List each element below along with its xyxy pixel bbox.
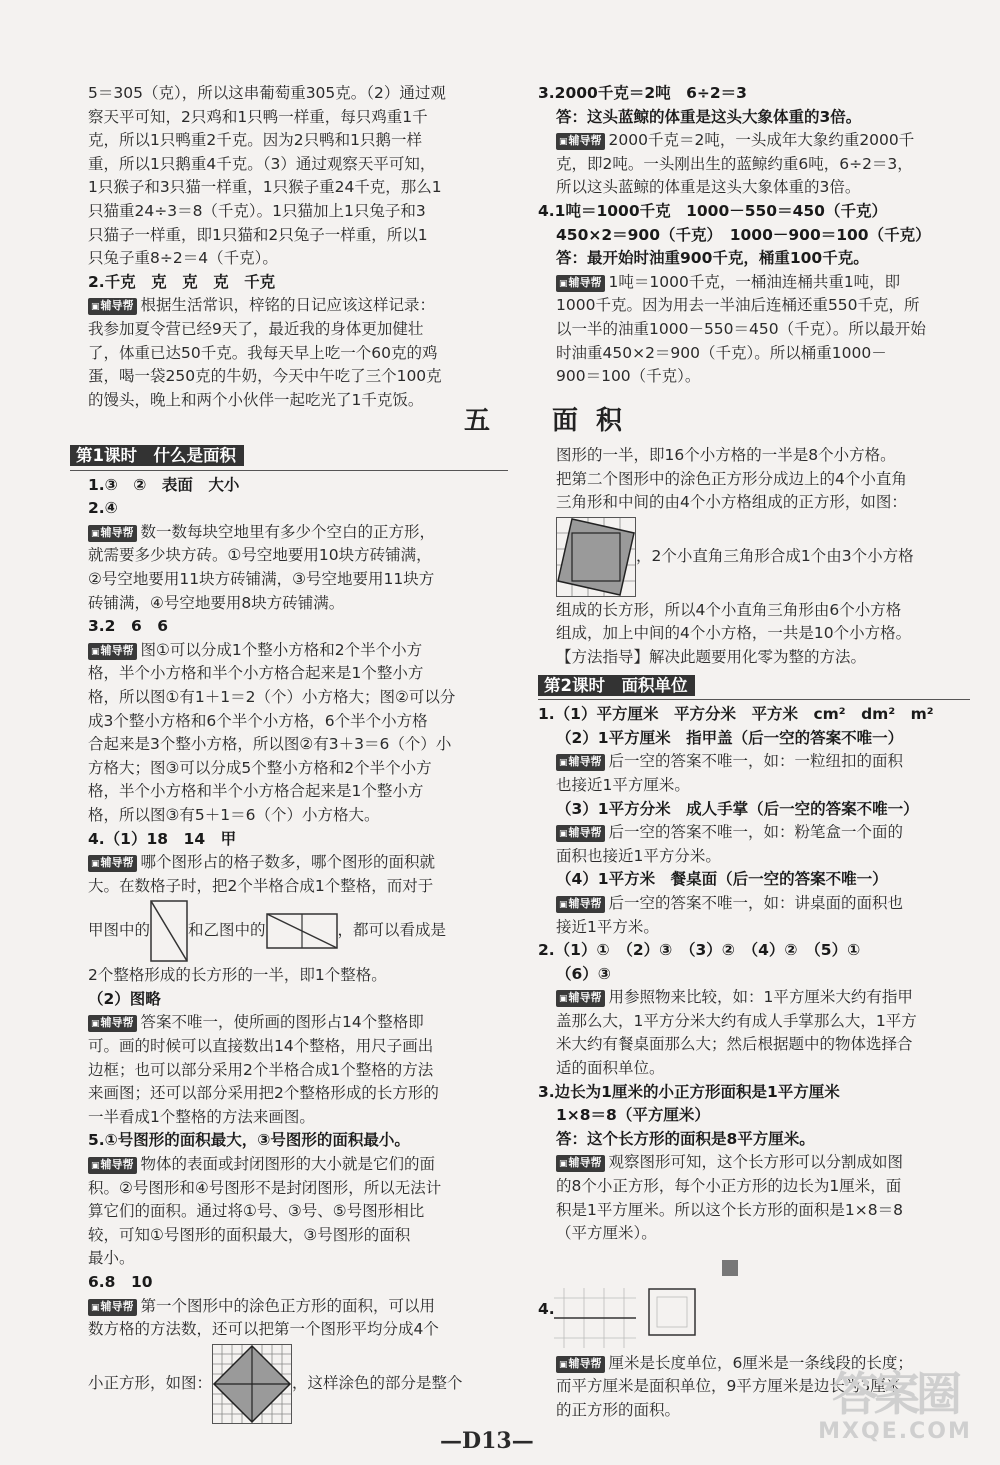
l1-q4-2: （2）图略 (88, 989, 161, 1008)
question-2-answer: 2.千克 克 克 克 千克 (88, 272, 276, 291)
help-line: 就需要多少块方砖。①号空地要用10块方砖铺满， (88, 546, 432, 565)
text-line: 重，所以1只鹅重4千克。（3）通过观察天平可知， (88, 154, 436, 173)
right-top-column (538, 82, 968, 389)
l2-q1: 1.（1）平方厘米 平方分米 平方米 cm² dm² m² (538, 705, 934, 724)
l1-q5: 5.①号图形的面积最大，③号图形的面积最小。 (88, 1131, 410, 1150)
fig-2-text: ，2个小直角三角形合成1个由3个小方格 (636, 546, 914, 565)
help-line: 一半看成1个整格的方法来画图。 (88, 1107, 315, 1126)
help-line: ▣ 辅导帮 哪个图形占的格子数多，哪个图形的面积就 (88, 851, 508, 875)
help-line: 克，即2吨。一头刚出生的蓝鲸约重6吨，6÷2＝3， (556, 154, 913, 173)
help-line: 数方格的方法数，还可以把第一个图形平均分成4个 (88, 1320, 439, 1339)
question-4-calc-b: 450×2＝900（千克） 1000－900＝100（千克） (556, 225, 931, 244)
l2-q3-help (538, 1151, 970, 1245)
help-line: 了，体重已达50千克。我每天早上吃一个60克的鸡 (88, 343, 438, 362)
question-3-answer: 答：这头蓝鲸的体重是这头大象体重的3倍。 (556, 107, 862, 126)
l2-q1-2-help (538, 750, 970, 797)
text-line: 组成的长方形，所以4个小直角三角形由6个小方格 (556, 600, 902, 619)
help-line: 格，半个小方格和半个小方格合起来是1个整小方 (88, 782, 424, 801)
help-line: 积。②号图形和④号图形不是封闭图形，所以无法计 (88, 1178, 442, 1197)
help-line: 成3个整小方格和6个半个小方格，6个半个小方格 (88, 711, 428, 730)
text-line: 图形的一半，即16个小方格的一半是8个小方格。 (556, 446, 896, 464)
help-line: 格，所以图①有1＋1＝2（个）小方格大；图②可以分 (88, 687, 456, 706)
help-line: 较，可知①号图形的面积最大，③号图形的面积 (88, 1225, 411, 1244)
help-line: 面积也接近1平方分米。 (556, 846, 721, 865)
text-line: 察天平可知，2只鸡和1只鸭一样重，每只鸡重1千 (88, 107, 428, 126)
help-line: ▣ 辅导帮 后一空的答案不唯一，如：粉笔盒一个面的 (556, 821, 970, 845)
help-line: 积是1平方厘米。所以这个长方形的面积是1×8＝8 (556, 1200, 903, 1219)
help-badge: ▣ 辅导帮 (88, 643, 137, 660)
help-badge: ▣ 辅导帮 (556, 1356, 605, 1373)
help-badge: ▣ 辅导帮 (556, 1155, 605, 1172)
help-badge: ▣ 辅导帮 (556, 133, 605, 150)
method-guide: 【方法指导】解决此题要用化零为整的方法。 (556, 647, 867, 666)
help-badge: ▣ 辅导帮 (88, 855, 137, 872)
fig-text-b: 和乙图中的 (188, 921, 266, 940)
help-line: 所以这头蓝鲸的体重是这头大象体重的3倍。 (556, 178, 861, 197)
l1-q4-figure-line (70, 898, 508, 964)
text-line: 1只猴子和3只猫一样重，1只猴子重24千克，那么1 (88, 178, 442, 197)
square-figure (648, 1288, 696, 1336)
l2-q2: 2.（1）① （2）③ （3）② （4）② （5）① (538, 941, 861, 960)
help-line: 方格大；图③可以分成5个整小方格和2个半个小方 (88, 758, 432, 777)
help-line: 大。在数格子时，把2个半格合成1个整格，而对于 (88, 876, 434, 895)
help-line: ▣ 辅导帮 数一数每块空地里有多少个空白的正方形， (88, 521, 508, 545)
help-line: 也接近1平方厘米。 (556, 775, 690, 794)
l1-q6-help (70, 1295, 508, 1342)
help-line: 的馒头，晚上和两个小伙伴一起吃光了1千克饭。 (88, 390, 424, 409)
help-line: 米大约有餐桌面那么大；然后根据题中的物体选择合 (556, 1035, 913, 1054)
help-line: 我参加夏令营已经9天了，最近我的身体更加健壮 (88, 319, 424, 338)
l1-q2: 2.④ (88, 499, 118, 518)
q6-figure-2-line (538, 515, 970, 599)
jia-figure (150, 900, 188, 962)
l1-q3-help (70, 639, 508, 828)
l2-q1-3-help (538, 821, 970, 868)
help-line: ▣ 辅导帮 1吨＝1000千克，一桶油连桶共重1吨，即 (556, 271, 968, 295)
question-4-help (538, 271, 968, 389)
question-3-calc: 3.2000千克＝2吨 6÷2＝3 (538, 84, 747, 102)
l2-q1-4: （4）1平方米 餐桌面（后一空的答案不唯一） (556, 870, 888, 889)
l2-q3: 3.边长为1厘米的小正方形面积是1平方厘米 (538, 1082, 840, 1101)
help-line: ▣ 辅导帮 观察图形可知，这个长方形可以分割成如图 (556, 1151, 970, 1175)
text-line: 只猫重24÷3＝8（千克）。1只猫加上1只兔子和3 (88, 201, 426, 220)
help-line: ▣ 辅导帮 根据生活常识，梓铭的日记应该这样记录： (88, 294, 508, 318)
l2-q4: 4. (538, 1299, 555, 1318)
help-line: ▣ 辅导帮 第一个图形中的涂色正方形的面积，可以用 (88, 1295, 508, 1319)
help-line: 格，所以图③有5＋1＝6（个）小方格大。 (88, 805, 380, 824)
help-line: （平方厘米）。 (556, 1224, 657, 1243)
l1-q2-help (70, 521, 508, 615)
l2-q2-b: （6）③ (556, 964, 611, 983)
help-line: 时油重450×2＝900（千克）。所以桶重1000－ (556, 343, 887, 362)
help-line: ▣ 辅导帮 2000千克＝2吨，一头成年大象约重2000千 (556, 129, 968, 153)
l2-q1-2: （2）1平方厘米 指甲盖（后一空的答案不唯一） (556, 728, 904, 747)
tilted-square-figure (556, 517, 636, 597)
help-line: 盖那么大，1平方分米大约有成人手掌那么大，1平方 (556, 1011, 917, 1030)
help-line: 的8个小正方形，每个小正方形的边长为1厘米，面 (556, 1177, 902, 1196)
help-line: 砖铺满，④号空地要用8块方砖铺满。 (88, 593, 345, 612)
segment-figure (554, 1288, 636, 1348)
help-badge: ▣ 辅导帮 (556, 896, 605, 913)
fig-text-d: 小正方形，如图： (88, 1373, 213, 1392)
fig-text-c: ，都可以看成是 (337, 921, 447, 940)
lesson-2-title: 第2课时 面积单位 (538, 674, 970, 698)
l1-q5-help (70, 1153, 508, 1271)
help-line: 边框；也可以部分采用2个半格合成1个整格的方法 (88, 1060, 434, 1079)
text-line: 组成，加上中间的4个小方格，一共是10个小方格。 (556, 624, 912, 643)
help-line: 算它们的面积。通过将①号、③号、⑤号图形相比 (88, 1202, 425, 1221)
help-line: 合起来是3个整小方格，所以图②有3＋3＝6（个）小 (88, 735, 452, 754)
help-line: ②号空地要用11块方砖铺满，③号空地要用11块方 (88, 569, 435, 588)
help-line: ▣ 辅导帮 后一空的答案不唯一，如：讲桌面的面积也 (556, 892, 970, 916)
help-badge: ▣ 辅导帮 (556, 754, 605, 771)
question-4-calc: 4.1吨＝1000千克 1000－550＝450（千克） (538, 201, 887, 220)
page-number: —D13— (440, 1428, 534, 1454)
fig-text-a: 甲图中的 (88, 921, 151, 940)
help-badge: ▣ 辅导帮 (88, 1157, 137, 1174)
help-badge: ▣ 辅导帮 (556, 825, 605, 842)
lesson-1-title: 第1课时 什么是面积 (70, 444, 508, 468)
help-badge: ▣ 辅导帮 (88, 298, 137, 315)
question-4-answer: 答：最开始时油重900千克，桶重100千克。 (556, 249, 869, 268)
help-badge: ▣ 辅导帮 (556, 990, 605, 1007)
help-badge: ▣ 辅导帮 (556, 275, 605, 292)
l1-q4-after: 2个整格形成的长方形的一半，即1个整格。 (88, 966, 387, 985)
left-top-column (88, 82, 508, 412)
l2-q1-3: （3）1平方分米 成人手掌（后一空的答案不唯一） (556, 799, 919, 818)
question-3-help (538, 129, 968, 200)
help-line: 最小。 (88, 1249, 135, 1268)
l2-q2-help (538, 986, 970, 1080)
l1-q6-figure-line (70, 1342, 508, 1426)
help-line: ▣ 辅导帮 物体的表面或封闭图形的大小就是它们的面 (88, 1153, 508, 1177)
help-line: 以一半的油重1000－550＝450（千克）。所以最开始 (556, 319, 926, 338)
text-line: 只兔子重8÷2＝4（千克）。 (88, 249, 278, 268)
help-line: ▣ 辅导帮 用参照物来比较，如：1平方厘米大约有指甲 (556, 986, 970, 1010)
l2-q4-figure-row (538, 1260, 970, 1352)
yi-figure (266, 913, 338, 949)
help-line: ▣ 辅导帮 厘米是长度单位，6厘米是一条线段的长度； (556, 1352, 970, 1376)
help-line: 900＝100（千克）。 (556, 367, 701, 386)
l1-q3: 3.2 6 6 (88, 617, 169, 636)
unit-square-swatch (722, 1260, 738, 1276)
q6-continuation (538, 444, 970, 515)
question-2-help (88, 294, 508, 412)
text-line: 只猫子一样重，即1只猫和2只兔子一样重，所以1 (88, 225, 428, 244)
lesson-1-column (70, 444, 508, 1426)
l2-q3-b: 1×8＝8（平方厘米） (556, 1106, 710, 1125)
help-badge: ▣ 辅导帮 (88, 1299, 137, 1316)
q6-after (538, 599, 970, 646)
text-line: 5＝305（克），所以这串葡萄重305克。（2）通过观 (88, 84, 446, 102)
left-top-lines (88, 82, 508, 271)
help-line: ▣ 辅导帮 图①可以分成1个整小方格和2个半个小方 (88, 639, 508, 663)
text-line: 把第二个图形中的涂色正方形分成边上的4个小直角 (556, 469, 907, 488)
chapter-title: 五 面积 (464, 406, 641, 436)
right-mid-column (538, 444, 970, 1423)
l1-q4-help (70, 851, 508, 898)
l1-q1: 1.③ ② 表面 大小 (88, 475, 240, 494)
help-line: 格，半个小方格和半个小方格合起来是1个整小方 (88, 664, 424, 683)
text-line: 克，所以1只鸭重2千克。因为2只鸭和1只鹅一样 (88, 131, 422, 150)
l2-q3-answer: 答：这个长方形的面积是8平方厘米。 (556, 1129, 815, 1148)
help-line: ▣ 辅导帮 后一空的答案不唯一，如：一粒纽扣的面积 (556, 750, 970, 774)
diamond-grid-figure (212, 1344, 292, 1424)
help-line: 的正方形的面积。 (556, 1401, 681, 1419)
text-line: 三角形和中间的由4个小方格组成的正方形，如图： (556, 493, 907, 512)
l2-q1-4-help (538, 892, 970, 939)
help-line: 适的面积单位。 (556, 1059, 665, 1078)
l1-q4-2-help (70, 1011, 508, 1129)
help-badge: ▣ 辅导帮 (88, 1015, 137, 1032)
help-line: 可。画的时候可以直接数出14个整格，用尺子画出 (88, 1037, 434, 1056)
help-line: 来画图；还可以部分采用把2个整格形成的长方形的 (88, 1084, 439, 1103)
help-line: 1000千克。因为用去一半油后连桶还重550千克，所 (556, 296, 920, 315)
help-line: 而平方厘米是面积单位，9平方厘米是边长为3厘米 (556, 1377, 902, 1396)
l1-q4: 4.（1）18 14 甲 (88, 829, 237, 848)
help-line: 蛋，喝一袋250克的牛奶，今天中午吃了三个100克 (88, 367, 442, 386)
help-line: ▣ 辅导帮 答案不唯一，使所画的图形占14个整格即 (88, 1011, 508, 1035)
help-badge: ▣ 辅导帮 (88, 525, 137, 542)
watermark-logo: 答案圈 MXQE.COM (818, 1367, 972, 1444)
help-line: 接近1平方米。 (556, 917, 659, 936)
fig-text-e: ，这样涂色的部分是整个 (292, 1373, 463, 1392)
l1-q6: 6.8 10 (88, 1273, 153, 1291)
